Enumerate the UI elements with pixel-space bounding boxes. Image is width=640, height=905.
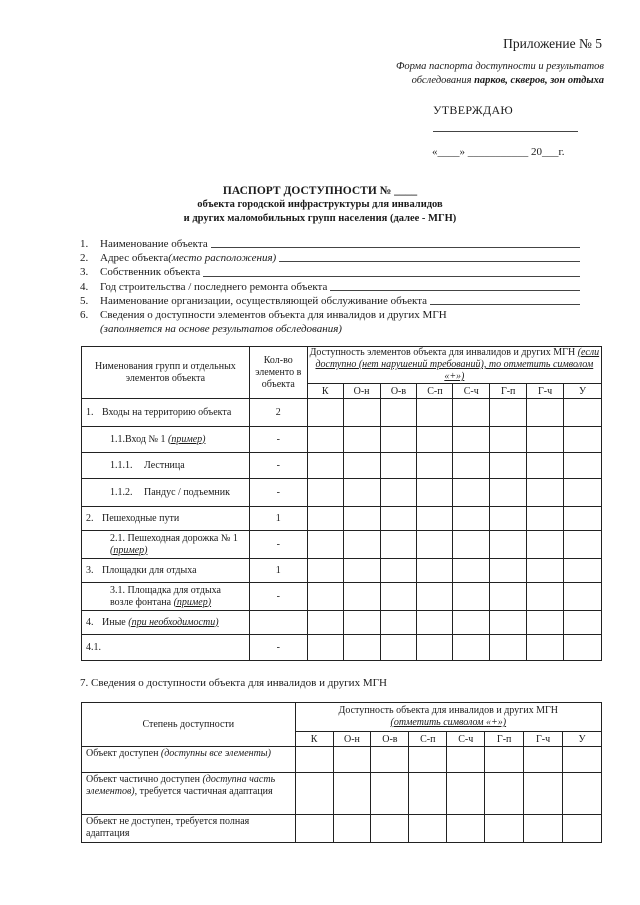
- t1-row-label: 3.1. Площадка для отдыха возле фонтана: [110, 584, 221, 608]
- t1-row: [82, 611, 602, 635]
- t1-row: [82, 399, 602, 427]
- t1-row-name-wrap: [86, 533, 245, 557]
- t1-row-number: 2.: [86, 512, 94, 524]
- t2-mark-cell[interactable]: [524, 773, 563, 815]
- t1-mark-cell[interactable]: [380, 479, 417, 507]
- t2-row: [82, 773, 602, 815]
- t1-mark-cell[interactable]: [564, 611, 602, 635]
- appendix-number: Приложение № 5: [503, 36, 602, 51]
- t2-row-label: Объект частично доступен: [86, 774, 203, 785]
- t1-mark-header: С-ч: [453, 384, 490, 399]
- field-number: 1.: [80, 238, 89, 250]
- t1-row: [82, 583, 602, 611]
- t1-mark-cell[interactable]: [564, 453, 602, 479]
- t1-row-label: 2.1. Пешеходная дорожка № 1: [110, 532, 238, 544]
- accessibility-table: [81, 702, 602, 843]
- t2-mark-cell[interactable]: [524, 747, 563, 773]
- t1-row-text: [102, 565, 197, 577]
- t2-mark-cell[interactable]: [485, 747, 524, 773]
- t2-mark-cell[interactable]: [447, 773, 485, 815]
- t1-mark-cell[interactable]: [564, 399, 602, 427]
- t1-row-number: 1.1.1.: [110, 459, 133, 471]
- t1-row: [82, 453, 602, 479]
- t1-mark-cell[interactable]: [490, 559, 527, 583]
- t1-mark-cell[interactable]: [490, 507, 527, 531]
- t2-row: [82, 747, 602, 773]
- t1-row-name-wrap: [86, 434, 245, 446]
- t1-mark-cell[interactable]: [380, 611, 417, 635]
- t1-row-name: [82, 583, 250, 611]
- t1-row-name-wrap: [86, 585, 245, 609]
- t2-header-name: Степень доступности: [82, 703, 296, 747]
- t2-mark-cell[interactable]: [447, 747, 485, 773]
- t1-row-name: [82, 453, 250, 479]
- t1-mark-cell[interactable]: [490, 611, 527, 635]
- t1-mark-cell[interactable]: [564, 507, 602, 531]
- t1-row-number: 4.1.: [86, 641, 101, 653]
- t1-row-name: [82, 531, 250, 559]
- t2-mark-cell[interactable]: [485, 773, 524, 815]
- field-label-note: (место расположения): [168, 252, 277, 265]
- t1-row-label: Иные: [102, 616, 129, 628]
- t1-mark-cell[interactable]: [380, 531, 417, 559]
- title-line1: ПАСПОРТ ДОСТУПНОСТИ № ____: [222, 185, 418, 197]
- field-row: [80, 251, 580, 265]
- t1-row-name-wrap: [86, 617, 245, 629]
- approve-label: УТВЕРЖДАЮ: [433, 103, 514, 117]
- t2-mark-header: О-в: [371, 732, 409, 747]
- field-number: 2.: [80, 252, 89, 265]
- t1-mark-cell[interactable]: [527, 583, 564, 611]
- t1-header-count: Кол-во элементо в объекта: [249, 347, 307, 399]
- form-note-prefix: обследования: [411, 75, 475, 86]
- t1-mark-cell[interactable]: [417, 611, 453, 635]
- t1-mark-cell[interactable]: [307, 559, 343, 583]
- t2-mark-cell[interactable]: [295, 815, 333, 843]
- t2-mark-cell[interactable]: [485, 815, 524, 843]
- t1-mark-cell[interactable]: [453, 635, 490, 661]
- t2-row-label-tail: , требуется частичная адаптация: [134, 786, 273, 797]
- field-input-line[interactable]: [430, 294, 580, 305]
- t1-row-note: (пример): [110, 544, 148, 556]
- t1-row-text: [144, 487, 230, 499]
- form-note-line2: [304, 74, 604, 88]
- t2-mark-cell[interactable]: [333, 747, 371, 773]
- t1-row: [82, 479, 602, 507]
- t1-mark-header: Г-ч: [527, 384, 564, 399]
- t2-mark-cell[interactable]: [333, 773, 371, 815]
- t1-mark-cell[interactable]: [453, 611, 490, 635]
- t2-header-access: [295, 703, 601, 732]
- t1-mark-cell[interactable]: [527, 507, 564, 531]
- field-label: Собственник объекта: [100, 266, 201, 279]
- t1-mark-cell[interactable]: [343, 479, 380, 507]
- t1-mark-cell[interactable]: [453, 399, 490, 427]
- t1-mark-cell[interactable]: [307, 479, 343, 507]
- t2-mark-header: О-н: [333, 732, 371, 747]
- t1-row-label: 1.1.Вход № 1: [110, 433, 168, 445]
- t1-mark-cell[interactable]: [343, 531, 380, 559]
- t1-mark-cell[interactable]: [343, 559, 380, 583]
- t1-mark-cell[interactable]: [417, 559, 453, 583]
- t2-mark-header: У: [563, 732, 602, 747]
- t1-row-name: [82, 479, 250, 507]
- field-label: Год строительства / последнего ремонта объекта: [100, 280, 328, 293]
- t1-row-name: [82, 399, 250, 427]
- t1-mark-cell[interactable]: [564, 559, 602, 583]
- t1-mark-header: О-н: [343, 384, 380, 399]
- t1-mark-cell[interactable]: [490, 583, 527, 611]
- t1-mark-cell[interactable]: [417, 479, 453, 507]
- t1-row-number: 4.: [86, 616, 94, 628]
- t2-mark-cell[interactable]: [563, 815, 602, 843]
- t1-mark-cell[interactable]: [490, 427, 527, 453]
- field-input-line[interactable]: [330, 280, 580, 291]
- field-6-note: (заполняется на основе результатов обследования): [100, 323, 342, 336]
- t1-mark-cell[interactable]: [527, 635, 564, 661]
- t1-mark-cell[interactable]: [417, 507, 453, 531]
- t1-row-label: Лестница: [144, 459, 185, 471]
- t1-row-text: [102, 513, 179, 525]
- title-line3: и других маломобильных групп населения (далее - МГН): [183, 213, 457, 224]
- t1-row-note: (пример): [168, 433, 206, 445]
- t2-row-name: [82, 773, 296, 815]
- t1-mark-cell[interactable]: [307, 531, 343, 559]
- t1-row: [82, 531, 602, 559]
- field-label: Адрес объекта: [100, 252, 169, 265]
- t1-mark-cell[interactable]: [417, 583, 453, 611]
- t1-row-name-wrap: [86, 460, 245, 472]
- t2-mark-cell[interactable]: [409, 747, 447, 773]
- t1-mark-cell[interactable]: [380, 583, 417, 611]
- t1-row-label: Пандус / подъемник: [144, 486, 230, 498]
- t1-mark-cell[interactable]: [490, 399, 527, 427]
- t2-mark-cell[interactable]: [447, 815, 485, 843]
- t1-row-name: [82, 427, 250, 453]
- t1-row-number: 3.: [86, 564, 94, 576]
- t1-mark-cell[interactable]: [343, 453, 380, 479]
- t1-row-text: [144, 460, 185, 472]
- t1-mark-cell[interactable]: [527, 559, 564, 583]
- t2-row-label: Объект не доступен, требуется полная адаптация: [86, 816, 250, 839]
- t2-mark-header: Г-п: [485, 732, 524, 747]
- t1-mark-cell[interactable]: [564, 531, 602, 559]
- field-number: 5.: [80, 294, 89, 307]
- form-note-bold: парков, скверов, зон отдыха: [474, 75, 604, 86]
- t1-row-count: -: [249, 635, 307, 661]
- t1-mark-header: С-п: [417, 384, 453, 399]
- field-row: [80, 237, 580, 251]
- t2-row-name: [82, 747, 296, 773]
- t1-row: [82, 635, 602, 661]
- t1-row-name: [82, 635, 250, 661]
- t1-row-note: (при необходимости): [128, 616, 219, 628]
- t1-mark-cell[interactable]: [307, 611, 343, 635]
- t1-mark-cell[interactable]: [490, 479, 527, 507]
- t2-mark-cell[interactable]: [409, 815, 447, 843]
- t1-mark-header: Г-п: [490, 384, 527, 399]
- field-row: [80, 265, 580, 279]
- t1-mark-cell[interactable]: [527, 399, 564, 427]
- field-label: Наименование объекта: [100, 238, 208, 250]
- t1-row-text: [102, 407, 231, 419]
- t1-mark-cell[interactable]: [453, 507, 490, 531]
- t1-row-name-wrap: [86, 407, 245, 419]
- t1-mark-cell[interactable]: [417, 399, 453, 427]
- field-number: 6.: [80, 309, 89, 322]
- t1-mark-cell[interactable]: [490, 453, 527, 479]
- t1-mark-cell[interactable]: [307, 507, 343, 531]
- t1-mark-cell[interactable]: [380, 559, 417, 583]
- t2-mark-header: Г-ч: [524, 732, 563, 747]
- t1-header-access-note: (если доступно (нет нарушений требований), то отметить символом «+»): [315, 347, 600, 382]
- date-line: «____» ___________ 20___г.: [432, 146, 565, 158]
- t1-mark-cell[interactable]: [380, 427, 417, 453]
- t2-row-note: (доступна часть элементов): [86, 774, 276, 797]
- t1-mark-cell[interactable]: [453, 583, 490, 611]
- t2-mark-cell[interactable]: [563, 747, 602, 773]
- t1-mark-cell[interactable]: [380, 635, 417, 661]
- t1-row: [82, 427, 602, 453]
- t1-row-text: [110, 585, 245, 609]
- t2-mark-cell[interactable]: [371, 747, 409, 773]
- t1-row-name: [82, 611, 250, 635]
- t2-mark-header: К: [295, 732, 333, 747]
- t1-mark-cell[interactable]: [453, 479, 490, 507]
- title-line2: объекта городской инфраструктуры для инвалидов: [197, 199, 443, 210]
- t1-mark-cell[interactable]: [490, 531, 527, 559]
- t1-mark-cell[interactable]: [417, 635, 453, 661]
- t1-mark-cell[interactable]: [453, 453, 490, 479]
- t2-mark-cell[interactable]: [371, 773, 409, 815]
- t1-row-label: Пешеходные пути: [102, 512, 180, 524]
- t1-mark-cell[interactable]: [380, 507, 417, 531]
- t1-mark-cell[interactable]: [527, 479, 564, 507]
- t2-mark-cell[interactable]: [524, 815, 563, 843]
- form-note: [304, 60, 604, 88]
- t1-mark-header: О-в: [380, 384, 417, 399]
- field-row: [80, 308, 580, 322]
- t1-row-text: [110, 434, 205, 446]
- t1-row: [82, 507, 602, 531]
- t1-row-count: 2: [249, 399, 307, 427]
- t1-mark-header: К: [307, 384, 343, 399]
- t1-mark-cell[interactable]: [380, 453, 417, 479]
- t1-mark-cell[interactable]: [307, 453, 343, 479]
- signature-line: [433, 131, 578, 132]
- t1-row-count: -: [249, 583, 307, 611]
- t1-row-label: Площадки для отдыха: [102, 564, 197, 576]
- t1-mark-cell[interactable]: [490, 635, 527, 661]
- t1-mark-cell[interactable]: [343, 507, 380, 531]
- t1-row-count: 1: [249, 507, 307, 531]
- t1-mark-header: У: [564, 384, 602, 399]
- section-7-heading: 7. Сведения о доступности объекта для инвалидов и других МГН: [80, 677, 387, 689]
- t2-mark-cell[interactable]: [333, 815, 371, 843]
- t1-row-text: [102, 617, 219, 629]
- t2-row-note: (доступны все элементы): [160, 748, 271, 759]
- t1-row-count: 1: [249, 559, 307, 583]
- t1-row-name-wrap: [86, 565, 245, 577]
- t1-mark-cell[interactable]: [564, 479, 602, 507]
- t1-mark-cell[interactable]: [564, 635, 602, 661]
- t2-row-label: Объект доступен: [86, 748, 161, 759]
- t1-mark-cell[interactable]: [343, 427, 380, 453]
- t1-mark-cell[interactable]: [343, 635, 380, 661]
- t1-row-text: [110, 533, 245, 557]
- t1-row-number: 1.1.2.: [110, 486, 133, 498]
- t1-mark-cell[interactable]: [307, 635, 343, 661]
- t2-mark-cell[interactable]: [409, 773, 447, 815]
- t1-row-label: Входы на территорию объекта: [102, 406, 232, 418]
- t2-header-access-text: Доступность объекта для инвалидов и других МГН: [338, 705, 559, 716]
- t1-mark-cell[interactable]: [527, 427, 564, 453]
- t1-row-count: -: [249, 453, 307, 479]
- t1-mark-cell[interactable]: [417, 427, 453, 453]
- fields-list: [80, 237, 580, 336]
- field-input-line[interactable]: [279, 251, 580, 262]
- t1-header-access-text: Доступность элементов объекта для инвалидов и других МГН: [309, 347, 578, 358]
- t2-row-name: [82, 815, 296, 843]
- t1-mark-cell[interactable]: [527, 531, 564, 559]
- t1-mark-cell[interactable]: [380, 399, 417, 427]
- t1-mark-cell[interactable]: [453, 427, 490, 453]
- t1-row-count: [249, 611, 307, 635]
- t1-mark-cell[interactable]: [343, 399, 380, 427]
- t1-mark-cell[interactable]: [343, 611, 380, 635]
- field-row: [80, 280, 580, 294]
- t2-mark-header: С-ч: [447, 732, 485, 747]
- t1-mark-cell[interactable]: [453, 531, 490, 559]
- t1-row-name-wrap: [86, 487, 245, 499]
- t2-mark-cell[interactable]: [295, 747, 333, 773]
- t1-row-name-wrap: [86, 642, 245, 654]
- field-input-line[interactable]: [211, 237, 580, 248]
- t1-mark-cell[interactable]: [453, 559, 490, 583]
- t1-row-name-wrap: [86, 513, 245, 525]
- t1-mark-cell[interactable]: [417, 531, 453, 559]
- t1-row-count: -: [249, 531, 307, 559]
- t1-mark-cell[interactable]: [417, 453, 453, 479]
- t1-row-count: -: [249, 479, 307, 507]
- t1-header-access: [307, 347, 601, 384]
- field-number: 3.: [80, 266, 89, 279]
- form-note-line1: Форма паспорта доступности и результатов: [395, 61, 604, 72]
- field-label: Наименование организации, осуществляющей обслуживание объекта: [100, 294, 428, 307]
- t1-mark-cell[interactable]: [307, 583, 343, 611]
- t2-mark-cell[interactable]: [371, 815, 409, 843]
- t1-row-name: [82, 559, 250, 583]
- t1-row-note: (пример): [173, 596, 212, 608]
- t1-row: [82, 559, 602, 583]
- t2-row: [82, 815, 602, 843]
- field-number: 4.: [80, 280, 89, 293]
- t1-mark-cell[interactable]: [527, 453, 564, 479]
- t1-row-number: 1.: [86, 406, 94, 418]
- field-input-line[interactable]: [203, 265, 580, 276]
- t1-mark-cell[interactable]: [564, 583, 602, 611]
- t2-mark-cell[interactable]: [295, 773, 333, 815]
- t1-row-count: -: [249, 427, 307, 453]
- t2-mark-header: С-п: [409, 732, 447, 747]
- t2-mark-cell[interactable]: [563, 773, 602, 815]
- t1-mark-cell[interactable]: [527, 611, 564, 635]
- elements-table: [81, 346, 602, 661]
- t1-mark-cell[interactable]: [343, 583, 380, 611]
- t1-mark-cell[interactable]: [564, 427, 602, 453]
- t1-row-name: [82, 507, 250, 531]
- field-label: Сведения о доступности элементов объекта для инвалидов и других МГН: [100, 309, 447, 322]
- t1-mark-cell[interactable]: [307, 399, 343, 427]
- t1-mark-cell[interactable]: [307, 427, 343, 453]
- t1-header-name: Нименования групп и отдельных элементов объекта: [82, 347, 250, 399]
- field-row: [80, 294, 580, 308]
- document-title: [0, 184, 640, 226]
- t2-header-access-note: (отметить символом «+»): [390, 717, 507, 728]
